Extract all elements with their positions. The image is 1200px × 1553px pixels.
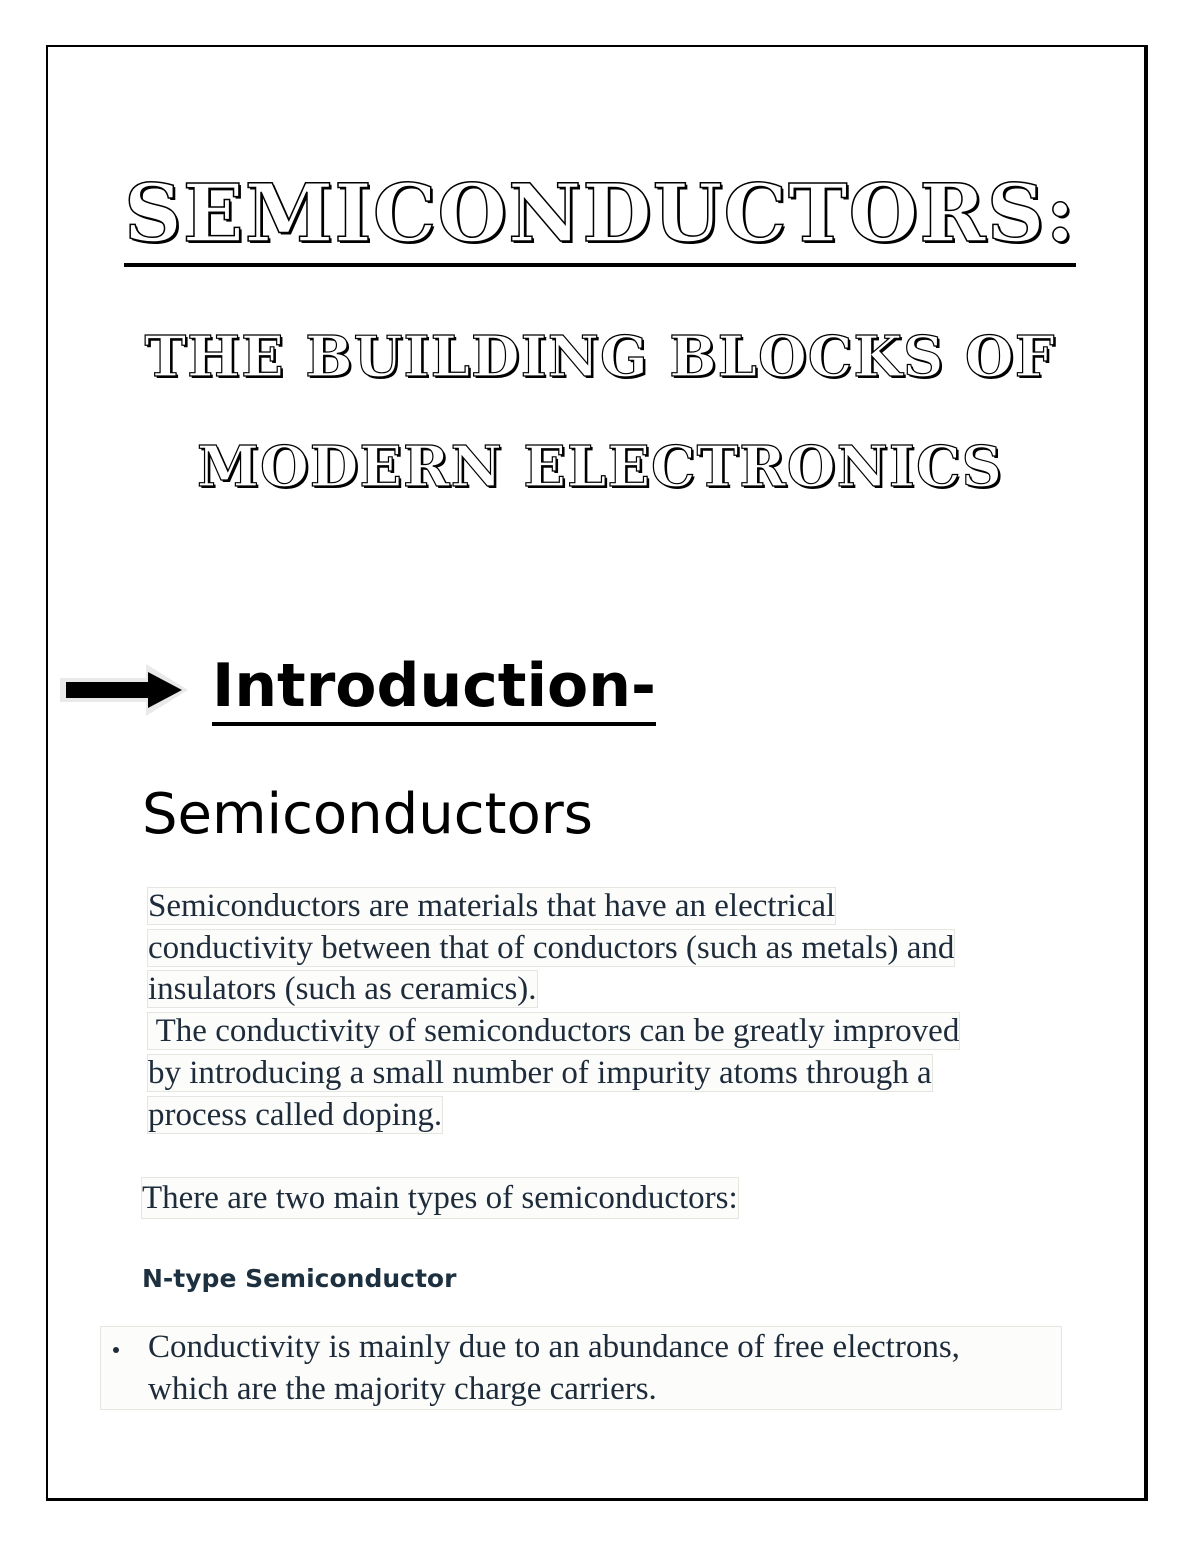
list-item	[148, 1326, 1028, 1410]
paragraph-line: Semiconductors are materials that have an electrical	[148, 888, 836, 924]
intro-paragraph	[148, 886, 1028, 1136]
paragraph-line: insulators (such as ceramics).	[148, 971, 537, 1008]
paragraph-line: The conductivity of semiconductors can be greatly improved	[148, 1013, 960, 1050]
introduction-heading: Introduction-	[212, 650, 656, 726]
bullet-line: which are the majority charge carriers.	[148, 1371, 657, 1407]
document-subtitle-line-2: MODERN ELECTRONICS	[197, 434, 1003, 500]
section-title: Semiconductors	[142, 782, 593, 847]
document-title-text: SEMICONDUCTORS:	[124, 165, 1076, 267]
paragraph-line: process called doping.	[148, 1096, 443, 1133]
bullet-line: Conductivity is mainly due to an abundance of free electrons,	[148, 1329, 960, 1365]
document-title	[0, 165, 1200, 267]
right-arrow-icon	[60, 660, 190, 720]
bullet-dot-icon	[113, 1347, 119, 1353]
n-type-heading: N-type Semiconductor	[142, 1264, 457, 1293]
paragraph-line: by introducing a small number of impurity atoms through a	[148, 1054, 932, 1091]
document-subtitle-line-1: THE BUILDING BLOCKS OF	[144, 324, 1056, 390]
paragraph-line: conductivity between that of conductors (such as metals) and	[148, 929, 955, 966]
types-intro-text: There are two main types of semiconductors:	[142, 1180, 738, 1216]
